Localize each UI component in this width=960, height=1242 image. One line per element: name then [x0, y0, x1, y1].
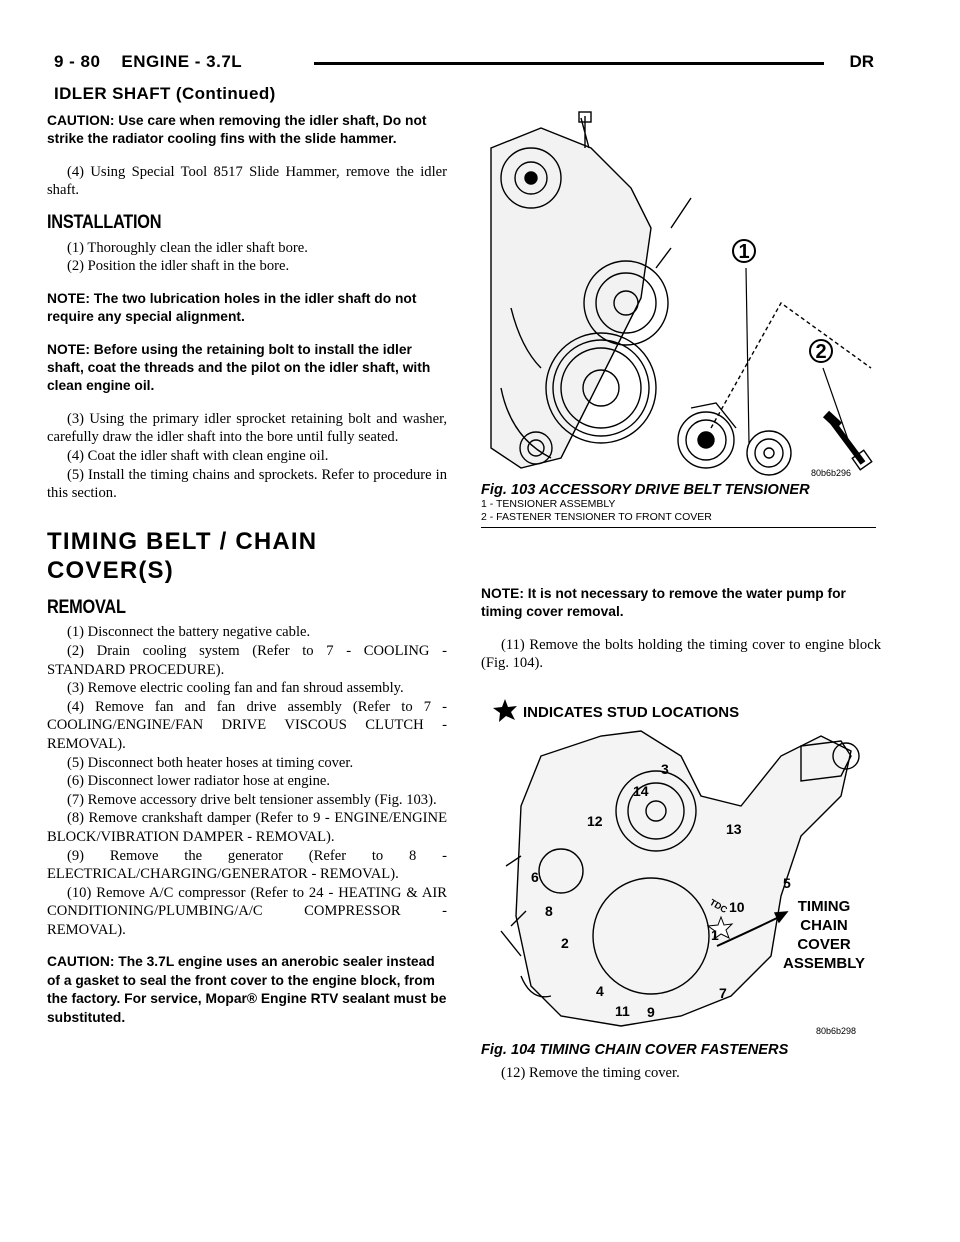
section-title: TIMING BELT / CHAIN COVER(S): [47, 527, 318, 584]
svg-text:TIMING: TIMING: [797, 898, 851, 915]
svg-text:COVER: COVER: [797, 936, 851, 953]
fastener-7: 7: [719, 985, 727, 1001]
removal-step: (9) Remove the generator (Refer to 8 - ELECTRICAL/CHARGING/GENERATOR - REMOVAL).: [47, 847, 447, 883]
removal-step: (4) Remove fan and fan drive assembly (Refer to 7 - COOLING/ENGINE/FAN DRIVE VISCOUS CLUTCH - REMOVAL).: [47, 698, 447, 752]
note-retaining-bolt: NOTE: Before using the retaining bolt to install the idler shaft, coat the threads and the pilot on the idler shaft, with clean engine oil.: [47, 341, 431, 394]
install-step: (2) Position the idler shaft in the bore.: [67, 258, 290, 275]
install-step: (3) Using the primary idler sprocket retaining bolt and washer, carefully draw the idler shaft into the bore until fully seated.: [47, 410, 447, 446]
fastener-13: 13: [726, 821, 742, 837]
left-column: [47, 112, 447, 1041]
figure-103-caption: Fig. 103 ACCESSORY DRIVE BELT TENSIONER: [481, 482, 810, 498]
fastener-5: 5: [783, 875, 791, 891]
model-code: DR: [849, 52, 874, 71]
callout-1: 1: [738, 241, 750, 263]
legend-item: 2 - FASTENER TENSIONER TO FRONT COVER: [481, 510, 712, 523]
figure-103-legend: [481, 498, 876, 523]
removal-step: (7) Remove accessory drive belt tensioner assembly (Fig. 103).: [67, 791, 437, 808]
installation-steps-a: [47, 239, 447, 276]
removal-heading: REMOVAL: [47, 596, 126, 618]
removal-step: (1) Disconnect the battery negative cable.: [67, 624, 311, 641]
step-remove-cover: (12) Remove the timing cover.: [501, 1065, 680, 1081]
fastener-12: 12: [587, 813, 603, 829]
caution-slide-hammer: CAUTION: Use care when removing the idler shaft, Do not strike the radiator cooling fins with the slide hammer.: [47, 113, 427, 147]
right-column: [481, 585, 881, 673]
removal-step: (3) Remove electric cooling fan and fan shroud assembly.: [67, 680, 404, 697]
page-number-section: 9 - 80 ENGINE - 3.7L: [54, 52, 243, 71]
removal-step: (8) Remove crankshaft damper (Refer to 9 - ENGINE/ENGINE BLOCK/VIBRATION DAMPER - REMOVAL).: [47, 810, 447, 845]
fastener-10: 10: [729, 899, 745, 915]
fastener-14: 14: [633, 783, 649, 799]
fastener-4: 4: [596, 983, 604, 999]
removal-steps: [47, 623, 447, 939]
figure-104: [481, 696, 876, 1083]
fastener-3: 3: [661, 761, 669, 777]
stud-legend-label: INDICATES STUD LOCATIONS: [523, 704, 740, 721]
figure-code: 80b6b298: [816, 1026, 857, 1036]
removal-step: (2) Drain cooling system (Refer to 7 - COOLING - STANDARD PROCEDURE).: [47, 642, 447, 678]
fastener-6: 6: [531, 869, 539, 885]
continued-title: IDLER SHAFT (Continued): [54, 84, 276, 103]
fastener-11: 11: [615, 1003, 630, 1019]
removal-step: (6) Disconnect lower radiator hose at engine.: [67, 773, 330, 790]
installation-heading: INSTALLATION: [47, 212, 162, 233]
timing-cover-illustration: [481, 696, 876, 1038]
install-step: (4) Coat the idler shaft with clean engine oil.: [67, 448, 329, 464]
svg-text:ASSEMBLY: ASSEMBLY: [783, 955, 865, 972]
stud-marker-icon: [493, 699, 517, 722]
tdc-mark: TDC: [708, 897, 730, 915]
tensioner-illustration: [481, 108, 876, 478]
cover-assembly-label: [783, 898, 865, 972]
step-remove-bolts: (11) Remove the bolts holding the timing cover to engine block (Fig. 104).: [481, 636, 881, 672]
figure-rule: [481, 527, 876, 528]
figure-103: [481, 108, 876, 528]
header-rule: [314, 62, 824, 65]
callout-2: 2: [815, 341, 827, 363]
install-step: (1) Thoroughly clean the idler shaft bore.: [67, 239, 308, 256]
fastener-8: 8: [545, 903, 553, 919]
caution-anaerobic-sealer: CAUTION: The 3.7L engine uses an anerobic sealer instead of a gasket to seal the front cover to the engine block, from the factory. For service, Mopar® Engine RTV sealant must be substituted.: [47, 954, 447, 1025]
installation-steps-b: [47, 410, 447, 503]
fastener-9: 9: [647, 1004, 655, 1020]
note-lubrication-holes: NOTE: The two lubrication holes in the idler shaft do not require any special alignment.: [47, 290, 417, 325]
removal-step: (10) Remove A/C compressor (Refer to 24 - HEATING & AIR CONDITIONING/PLUMBING/A/C COMPRESSOR - REMOVAL).: [47, 884, 447, 938]
stud-legend: [493, 699, 739, 722]
step-remove-idler-shaft: (4) Using Special Tool 8517 Slide Hammer, remove the idler shaft.: [47, 163, 447, 199]
figure-104-caption: Fig. 104 TIMING CHAIN COVER FASTENERS: [481, 1042, 789, 1058]
page-header: [54, 52, 874, 76]
removal-step: (5) Disconnect both heater hoses at timing cover.: [67, 754, 354, 771]
svg-text:1: 1: [711, 927, 719, 943]
fastener-2: 2: [561, 935, 569, 951]
install-step: (5) Install the timing chains and sprockets. Refer to procedure in this section.: [47, 466, 447, 502]
figure-code: 80b6b296: [811, 468, 852, 478]
svg-text:CHAIN: CHAIN: [800, 917, 848, 934]
note-water-pump: NOTE: It is not necessary to remove the water pump for timing cover removal.: [481, 586, 846, 620]
legend-item: 1 - TENSIONER ASSEMBLY: [481, 498, 616, 510]
